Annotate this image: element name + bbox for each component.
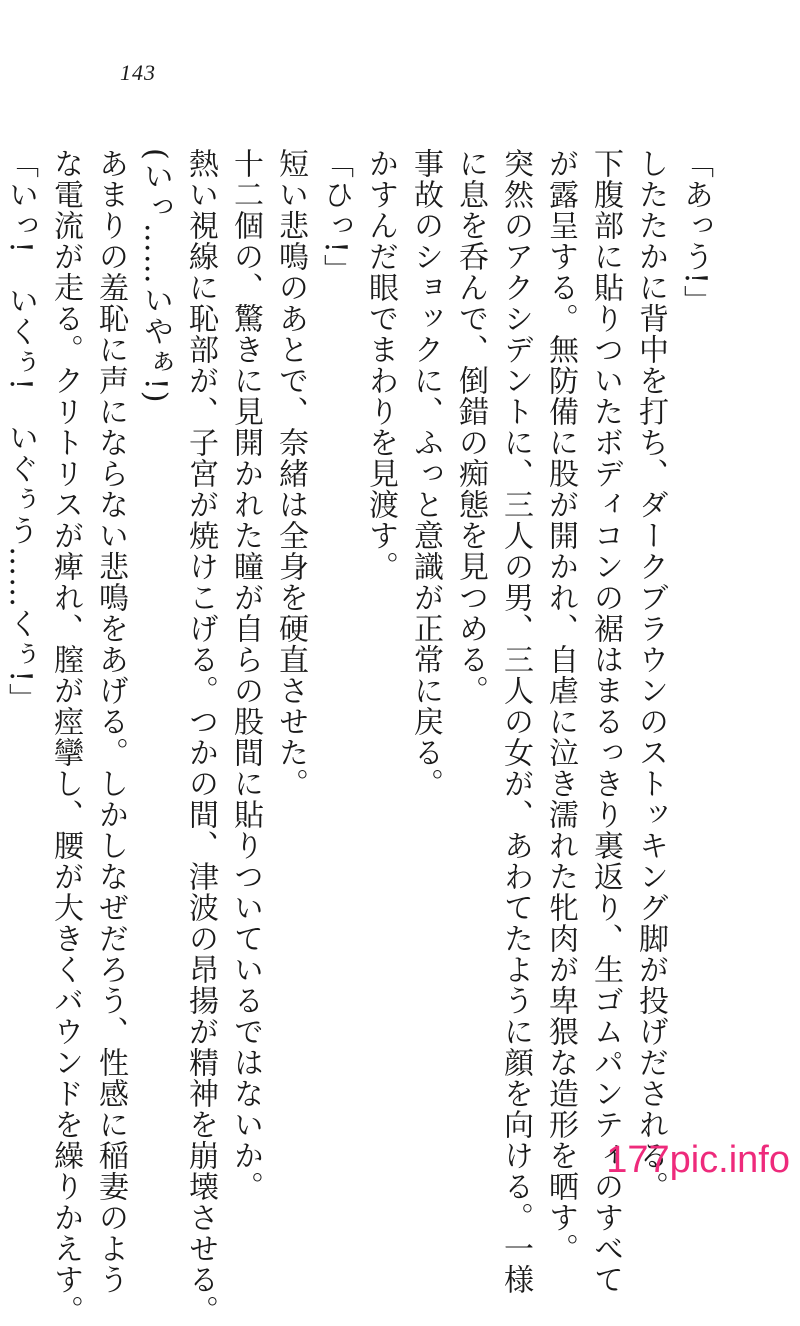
text-line: 突然のアクシデントに、三人の男、三人の女が、あわてたように顔を向ける。一様 — [498, 148, 533, 1295]
text-line: 下腹部に貼りついたボディコンの裾はまるっきり裏返り、生ゴムパンティのすべて — [588, 148, 623, 1295]
text-line: (いっ……いやぁ!) — [138, 148, 173, 404]
text-line: な電流が走る。クリトリスが痺れ、膣が痙攣し、腰が大きくバウンドを繰りかえす。 — [48, 148, 83, 1326]
text-line: 「あっう!」 — [678, 148, 713, 317]
text-line: 短い悲鳴のあとで、奈緒は全身を硬直させた。 — [273, 148, 308, 799]
page-number: 143 — [120, 60, 156, 85]
text-line: に息を呑んで、倒錯の痴態を見つめる。 — [453, 148, 488, 706]
text-line: あまりの羞恥に声にならない悲鳴をあげる。しかしなぜだろう、性感に稲妻のよう — [93, 148, 128, 1295]
text-line: したたかに背中を打ち、ダークブラウンのストッキング脚が投げだされる。 — [633, 148, 668, 1202]
text-line: 「ひっ!」 — [318, 148, 353, 286]
text-line: かすんだ眼でまわりを見渡す。 — [363, 148, 398, 582]
text-line: 「いっ! いくぅ! いぐぅう……くぅ!」 — [3, 148, 38, 715]
text-line: 事故のショックに、ふっと意識が正常に戻る。 — [408, 148, 443, 799]
text-line: が露呈する。無防備に股が開かれ、自虐に泣き濡れた牝肉が卑猥な造形を晒す。 — [543, 148, 578, 1264]
watermark-text: 177pic.info — [606, 1139, 790, 1181]
text-line: 熱い視線に恥部が、子宮が焼けこげる。つかの間、津波の昂揚が精神を崩壊させる。 — [183, 148, 218, 1326]
text-line: 十二個の、驚きに見開かれた瞳が自らの股間に貼りついているではないか。 — [228, 148, 263, 1202]
